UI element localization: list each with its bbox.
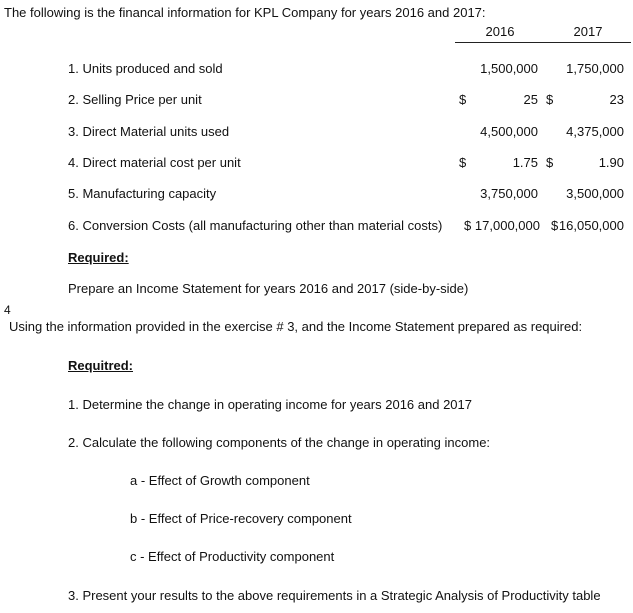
requirement-item-3: 3. Present your results to the above requirements in a Strategic Analysis of Productivity table: [68, 588, 601, 603]
requirement-subitem-a: a - Effect of Growth component: [130, 473, 310, 488]
currency-2017: $: [546, 92, 554, 107]
intro-text: The following is the financal information for KPL Company for years 2016 and 2017:: [4, 5, 486, 20]
value-2016: 1.75: [512, 155, 538, 170]
row-label: 4. Direct material cost per unit: [68, 155, 241, 170]
required-heading: Required:: [68, 250, 129, 265]
value-2017: 3,500,000: [566, 186, 624, 201]
row-label: 5. Manufacturing capacity: [68, 186, 217, 201]
value-2017: 16,050,000: [558, 218, 624, 233]
value-2016: 1,500,000: [480, 61, 538, 76]
row-label: 2. Selling Price per unit: [68, 92, 202, 107]
value-2017: 1.90: [598, 155, 624, 170]
row-label: 1. Units produced and sold: [68, 61, 223, 76]
value-2017: 4,375,000: [566, 124, 624, 139]
column-header-2016: 2016: [485, 24, 515, 39]
currency-2016: $: [459, 92, 467, 107]
question-number: 4: [4, 303, 11, 317]
header-underline: [455, 42, 631, 43]
requitred-heading: Requitred:: [68, 358, 133, 373]
requirement-subitem-c: c - Effect of Productivity component: [130, 549, 335, 564]
value-2017: 1,750,000: [566, 61, 624, 76]
currency-2017: $: [546, 155, 554, 170]
currency-2017: $: [551, 218, 559, 233]
value-2016: 25: [523, 92, 538, 107]
value-2016: 4,500,000: [480, 124, 538, 139]
value-2016: 17,000,000: [474, 218, 540, 233]
requirement-item-1: 1. Determine the change in operating income for years 2016 and 2017: [68, 397, 472, 412]
column-header-2017: 2017: [573, 24, 603, 39]
row-label: 3. Direct Material units used: [68, 124, 230, 139]
value-2017: 23: [609, 92, 624, 107]
row-label: 6. Conversion Costs (all manufacturing other than material costs): [68, 218, 443, 233]
required-text: Prepare an Income Statement for years 2016 and 2017 (side-by-side): [68, 281, 469, 296]
requirement-subitem-b: b - Effect of Price-recovery component: [130, 511, 352, 526]
question-intro: Using the information provided in the exercise # 3, and the Income Statement prepared as required:: [9, 319, 583, 334]
value-2016: 3,750,000: [480, 186, 538, 201]
currency-2016: $: [464, 218, 472, 233]
currency-2016: $: [459, 155, 467, 170]
requirement-item-2: 2. Calculate the following components of the change in operating income:: [68, 435, 491, 450]
